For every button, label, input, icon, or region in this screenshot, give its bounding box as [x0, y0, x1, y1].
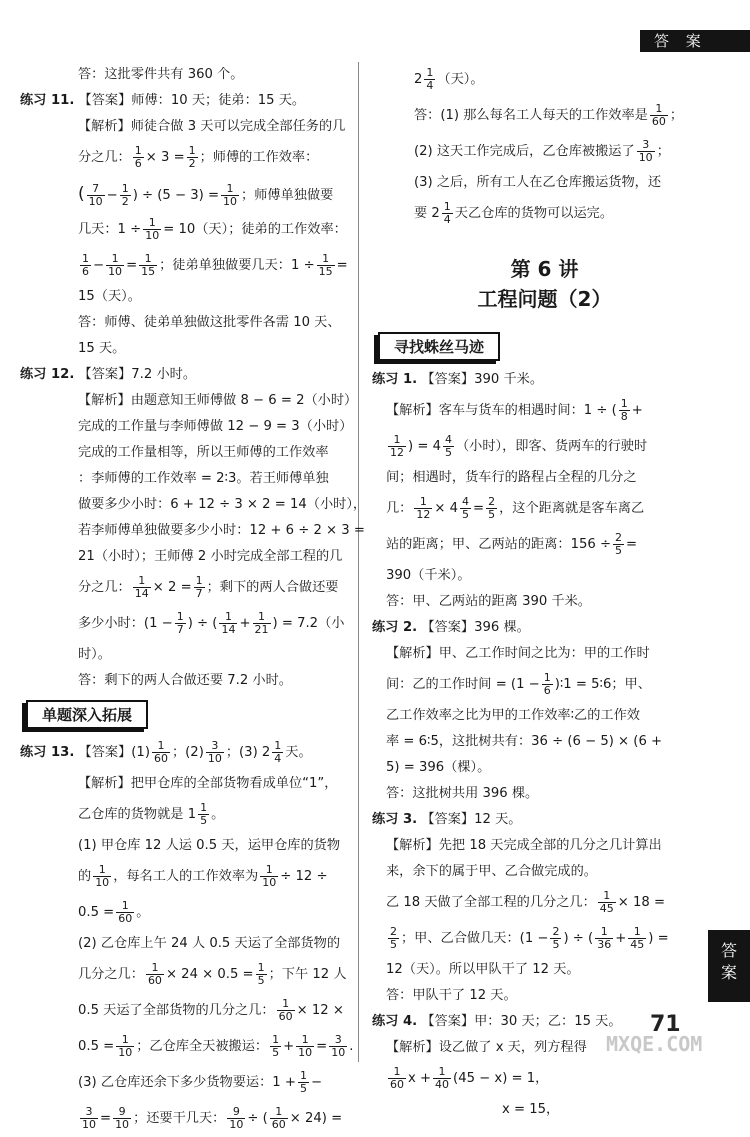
- fraction: $\frac{1}{10}$: [223, 181, 238, 208]
- fraction: $\frac{2}{5}$: [615, 530, 623, 557]
- math-line: 乙仓库的货物就是 1 $\frac{1}{5}$ 。: [78, 800, 225, 827]
- page-number: 71: [650, 1012, 681, 1037]
- math-line: 要 2 $\frac{1}{4}$ 天乙仓库的货物可以运完。: [414, 199, 614, 226]
- fraction: $\frac{1}{5}$: [272, 1032, 280, 1059]
- fraction: $\frac{1}{4}$: [443, 199, 451, 226]
- column-divider: [358, 62, 359, 1062]
- text-line: ：李师傅的工作效率 = 2∶3。若王师傅单独: [78, 471, 329, 486]
- text-line: 15 天。: [78, 341, 126, 356]
- text-line: 完成的工作量相等，所以王师傅的工作效率: [78, 445, 329, 460]
- section-heading-deep: 单题深入拓展: [26, 700, 148, 729]
- math-line: 2 $\frac{1}{4}$ （天）。: [414, 65, 484, 92]
- fraction: $\frac{7}{10}$: [88, 181, 103, 208]
- text-line: 间；相遇时，货车行的路程占全程的几分之: [386, 470, 637, 485]
- fraction: $\frac{1}{14}$: [221, 609, 236, 636]
- math-line: $\frac{2}{5}$ ；甲、乙合做几天：(1 − $\frac{2}{5}$ ) ÷ ( $\frac{1}{36}$ + $\frac{1}{45}$ ) =: [390, 924, 669, 951]
- exercise-label: 练习 1.: [372, 372, 418, 387]
- math-line: 几： $\frac{1}{12}$ × 4 $\frac{4}{5}$ = $\frac{2}{5}$ ，这个距离就是客车离乙: [386, 494, 645, 521]
- math-line: 0.5 天运了全部货物的几分之几： $\frac{1}{60}$ × 12 ×: [78, 996, 344, 1023]
- fraction: $\frac{1}{4}$: [426, 65, 434, 92]
- text-line: 390（千米）。: [386, 568, 471, 583]
- fraction: $\frac{1}{2}$: [121, 181, 129, 208]
- text-line: 来，余下的属于甲、乙合做完成的。: [386, 864, 597, 879]
- text-line: 5) = 396（棵）。: [386, 760, 491, 775]
- fraction: $\frac{1}{60}$: [153, 738, 168, 765]
- fraction: $\frac{1}{10}$: [118, 1032, 133, 1059]
- fraction: $\frac{1}{10}$: [145, 215, 160, 242]
- answer-header-tab: 答 案: [640, 30, 750, 52]
- exercise-1-answer: 练习 1. 【答案】390 千米。: [372, 372, 544, 387]
- fraction: $\frac{9}{10}$: [115, 1104, 130, 1131]
- lecture-number: 第 6 讲: [510, 257, 579, 281]
- exercise-12-answer: [20, 362, 350, 388]
- math-line: 【解析】客车与货车的相遇时间：1 ÷ ( $\frac{1}{8}$ +: [386, 396, 643, 423]
- math-line: 几天：1 ÷ $\frac{1}{10}$ = 10（天）；徒弟的工作效率：: [78, 215, 347, 242]
- math-line: 几分之几： $\frac{1}{60}$ × 24 × 0.5 = $\frac{1}{5}$ ；下午 12 人: [78, 960, 347, 987]
- math-line: 分之几： $\frac{1}{6}$ × 3 = $\frac{1}{2}$ ；师傅的工作效率：: [78, 143, 319, 170]
- text-line: 若李师傅单独做要多少小时：12 + 6 ÷ 2 × 3 =: [78, 523, 365, 538]
- text-line: 21（小时）；王师傅 2 小时完成全部工程的几: [78, 549, 343, 564]
- exercise-11-answer: [20, 88, 350, 114]
- exercise-label: 练习 2.: [372, 620, 418, 635]
- math-line: 0.5 = $\frac{1}{60}$ 。: [78, 898, 150, 925]
- fraction: $\frac{9}{10}$: [229, 1104, 244, 1131]
- text-line: 【解析】甲、乙工作时间之比为：甲的工作时: [386, 646, 650, 661]
- text-line: (2) 乙仓库上午 24 人 0.5 天运了全部货物的: [78, 936, 341, 951]
- text-line: 答：剩下的两人合做还要 7.2 小时。: [78, 673, 292, 688]
- left-column: [20, 62, 367, 1137]
- fraction: $\frac{1}{60}$: [651, 101, 666, 128]
- fraction: $\frac{1}{14}$: [134, 573, 149, 600]
- fraction: $\frac{1}{7}$: [176, 609, 184, 636]
- fraction: $\frac{1}{60}$: [390, 1064, 404, 1091]
- text-line: (1) 甲仓库 12 人运 0.5 天，运甲仓库的货物: [78, 838, 341, 853]
- answer-side-tab: 答 案: [708, 930, 750, 1002]
- exercise-label: 练习 13.: [20, 745, 75, 760]
- math-line: (3) 乙仓库还余下多少货物要运：1 + $\frac{1}{5}$ −: [78, 1068, 323, 1095]
- lecture-title: 工程问题（2）: [477, 287, 612, 311]
- fraction: $\frac{1}{5}$: [257, 960, 265, 987]
- fraction: $\frac{1}{5}$: [200, 800, 208, 827]
- fraction: $\frac{1}{60}$: [118, 898, 133, 925]
- answer-text: 【答案】7.2 小时。: [78, 367, 197, 382]
- fraction: $\frac{2}{5}$: [390, 924, 397, 951]
- section-heading-spider: 寻找蛛丝马迹: [378, 332, 500, 361]
- fraction: $\frac{1}{6}$: [134, 143, 142, 170]
- math-line: $\frac{1}{60}$ x + $\frac{1}{40}$ (45 − x) = 1，: [390, 1064, 549, 1091]
- fraction: $\frac{1}{45}$: [630, 924, 645, 951]
- math-line: $\frac{1}{6}$ − $\frac{1}{10}$ = $\frac{1}{15}$ ；徒弟单独做要几天：1 ÷ $\frac{1}{15}$ =: [82, 251, 348, 278]
- fraction: $\frac{3}{10}$: [82, 1104, 96, 1131]
- text-line: 【解析】把甲仓库的全部货物看成单位“1”，: [78, 776, 338, 791]
- math-line: 的 $\frac{1}{10}$ ，每名工人的工作效率为 $\frac{1}{10}$ ÷ 12 ÷: [78, 862, 328, 889]
- math-line: 多少小时：(1 − $\frac{1}{7}$ ) ÷ ( $\frac{1}{14}$ + $\frac{1}{21}$ ) = 7.2（小: [78, 609, 345, 636]
- fraction: $\frac{4}{5}$: [444, 432, 452, 459]
- fraction: $\frac{1}{15}$: [141, 251, 156, 278]
- text-line: 【解析】师徒合做 3 天可以完成全部任务的几: [78, 119, 346, 134]
- text-line: 答：这批零件共有 360 个。: [78, 67, 244, 82]
- math-line: 答：(1) 那么每名工人每天的工作效率是 $\frac{1}{60}$ ；: [414, 101, 684, 128]
- fraction: $\frac{2}{5}$: [552, 924, 560, 951]
- math-line: 乙 18 天做了全部工程的几分之几： $\frac{1}{45}$ × 18 =: [386, 888, 666, 915]
- fraction: $\frac{1}{45}$: [599, 888, 614, 915]
- math-line: ( $\frac{7}{10}$ − $\frac{1}{2}$ ) ÷ (5 − 3) = $\frac{1}{10}$ ；师傅单独做要: [78, 181, 334, 208]
- fraction: $\frac{3}{10}$: [207, 738, 222, 765]
- text-line: 15（天）。: [78, 289, 141, 304]
- text-line: 乙工作效率之比为甲的工作效率∶乙的工作效: [386, 708, 640, 723]
- fraction: $\frac{1}{10}$: [298, 1032, 313, 1059]
- fraction: $\frac{1}{12}$: [416, 494, 431, 521]
- fraction: $\frac{1}{60}$: [271, 1104, 286, 1131]
- fraction: $\frac{4}{5}$: [462, 494, 470, 521]
- fraction: $\frac{3}{10}$: [638, 137, 653, 164]
- fraction: $\frac{1}{15}$: [318, 251, 333, 278]
- exercise-label: 练习 4.: [372, 1014, 418, 1029]
- text-line: 答：这批树共用 396 棵。: [386, 786, 539, 801]
- text-line: 答：师傅、徒弟单独做这批零件各需 10 天、: [78, 315, 341, 330]
- text-line: 做要多少小时：6 + 12 ÷ 3 × 2 = 14（小时），: [78, 497, 367, 512]
- text-line: 【解析】由题意知王师傅做 8 − 6 = 2（小时）: [78, 393, 358, 408]
- text-line: (3) 之后，所有工人在乙仓库搬运货物，还: [414, 175, 662, 190]
- answer-text: 【答案】师傅：10 天；徒弟：15 天。: [78, 93, 306, 108]
- text-line: 12（天）。所以甲队干了 12 天。: [386, 962, 580, 977]
- exercise-label: 练习 12.: [20, 367, 75, 382]
- exercise-4-answer: 练习 4. 【答案】甲：30 天；乙：15 天。: [372, 1014, 622, 1029]
- fraction: $\frac{1}{10}$: [95, 862, 110, 889]
- exercise-label: 练习 3.: [372, 812, 418, 827]
- text-line: 答：甲、乙两站的距离 390 千米。: [386, 594, 591, 609]
- exercise-13-answer: 练习 13. 【答案】(1) $\frac{1}{60}$ ；(2) $\frac{3}{10}$ ；(3) 2 $\frac{1}{4}$ 天。: [20, 738, 312, 765]
- text-line: 【解析】设乙做了 x 天，列方程得: [386, 1040, 587, 1055]
- right-column: [372, 62, 717, 1123]
- fraction: $\frac{1}{8}$: [620, 396, 628, 423]
- text-line: 时）。: [78, 647, 111, 662]
- exercise-2-answer: 练习 2. 【答案】396 棵。: [372, 620, 530, 635]
- math-line: 分之几： $\frac{1}{14}$ × 2 = $\frac{1}{7}$ ；剩下的两人合做还要: [78, 573, 339, 600]
- fraction: $\frac{1}{10}$: [262, 862, 277, 889]
- fraction: $\frac{1}{4}$: [274, 738, 282, 765]
- math-line: $\frac{3}{10}$ = $\frac{9}{10}$ ；还要干几天： $\frac{9}{10}$ ÷ ( $\frac{1}{60}$ × 24) =: [82, 1104, 343, 1131]
- exercise-label: 练习 11.: [20, 93, 75, 108]
- fraction: $\frac{1}{12}$: [390, 432, 404, 459]
- fraction: $\frac{1}{6}$: [543, 670, 551, 697]
- math-line: (2) 这天工作完成后，乙仓库被搬运了 $\frac{3}{10}$ ；: [414, 137, 670, 164]
- fraction: $\frac{1}{21}$: [254, 609, 269, 636]
- fraction: $\frac{1}{7}$: [195, 573, 203, 600]
- math-line: 间：乙的工作时间 = (1 − $\frac{1}{6}$ )∶1 = 5∶6；甲、: [386, 670, 651, 697]
- text-line: 完成的工作量与李师傅做 12 − 9 = 3（小时）: [78, 419, 353, 434]
- exercise-3-answer: 练习 3. 【答案】12 天。: [372, 812, 522, 827]
- text-line: 答：甲队干了 12 天。: [386, 988, 517, 1003]
- math-line: 站的距离；甲、乙两站的距离：156 ÷ $\frac{2}{5}$ =: [386, 530, 638, 557]
- fraction: $\frac{1}{6}$: [82, 251, 89, 278]
- text-line: x = 15，: [502, 1102, 560, 1117]
- fraction: $\frac{1}{10}$: [108, 251, 123, 278]
- fraction: $\frac{1}{5}$: [299, 1068, 307, 1095]
- fraction: $\frac{1}{2}$: [188, 143, 196, 170]
- fraction: $\frac{1}{60}$: [278, 996, 293, 1023]
- math-line: $\frac{1}{12}$ ) = 4 $\frac{4}{5}$ （小时），即客、货两车的行驶时: [390, 432, 648, 459]
- text-line: 率 = 6∶5，这批树共有：36 ÷ (6 − 5) × (6 +: [386, 734, 663, 749]
- text-line: 【解析】先把 18 天完成全部的几分之几计算出: [386, 838, 662, 853]
- watermark: MXQE.COM: [606, 1032, 703, 1056]
- fraction: $\frac{1}{36}$: [597, 924, 612, 951]
- math-line: 0.5 = $\frac{1}{10}$ ；乙仓库全天被搬运： $\frac{1}{5}$ + $\frac{1}{10}$ = $\frac{3}{10}$ .: [78, 1032, 354, 1059]
- fraction: $\frac{3}{10}$: [331, 1032, 346, 1059]
- fraction: $\frac{1}{40}$: [435, 1064, 450, 1091]
- fraction: $\frac{2}{5}$: [488, 494, 496, 521]
- fraction: $\frac{1}{60}$: [147, 960, 162, 987]
